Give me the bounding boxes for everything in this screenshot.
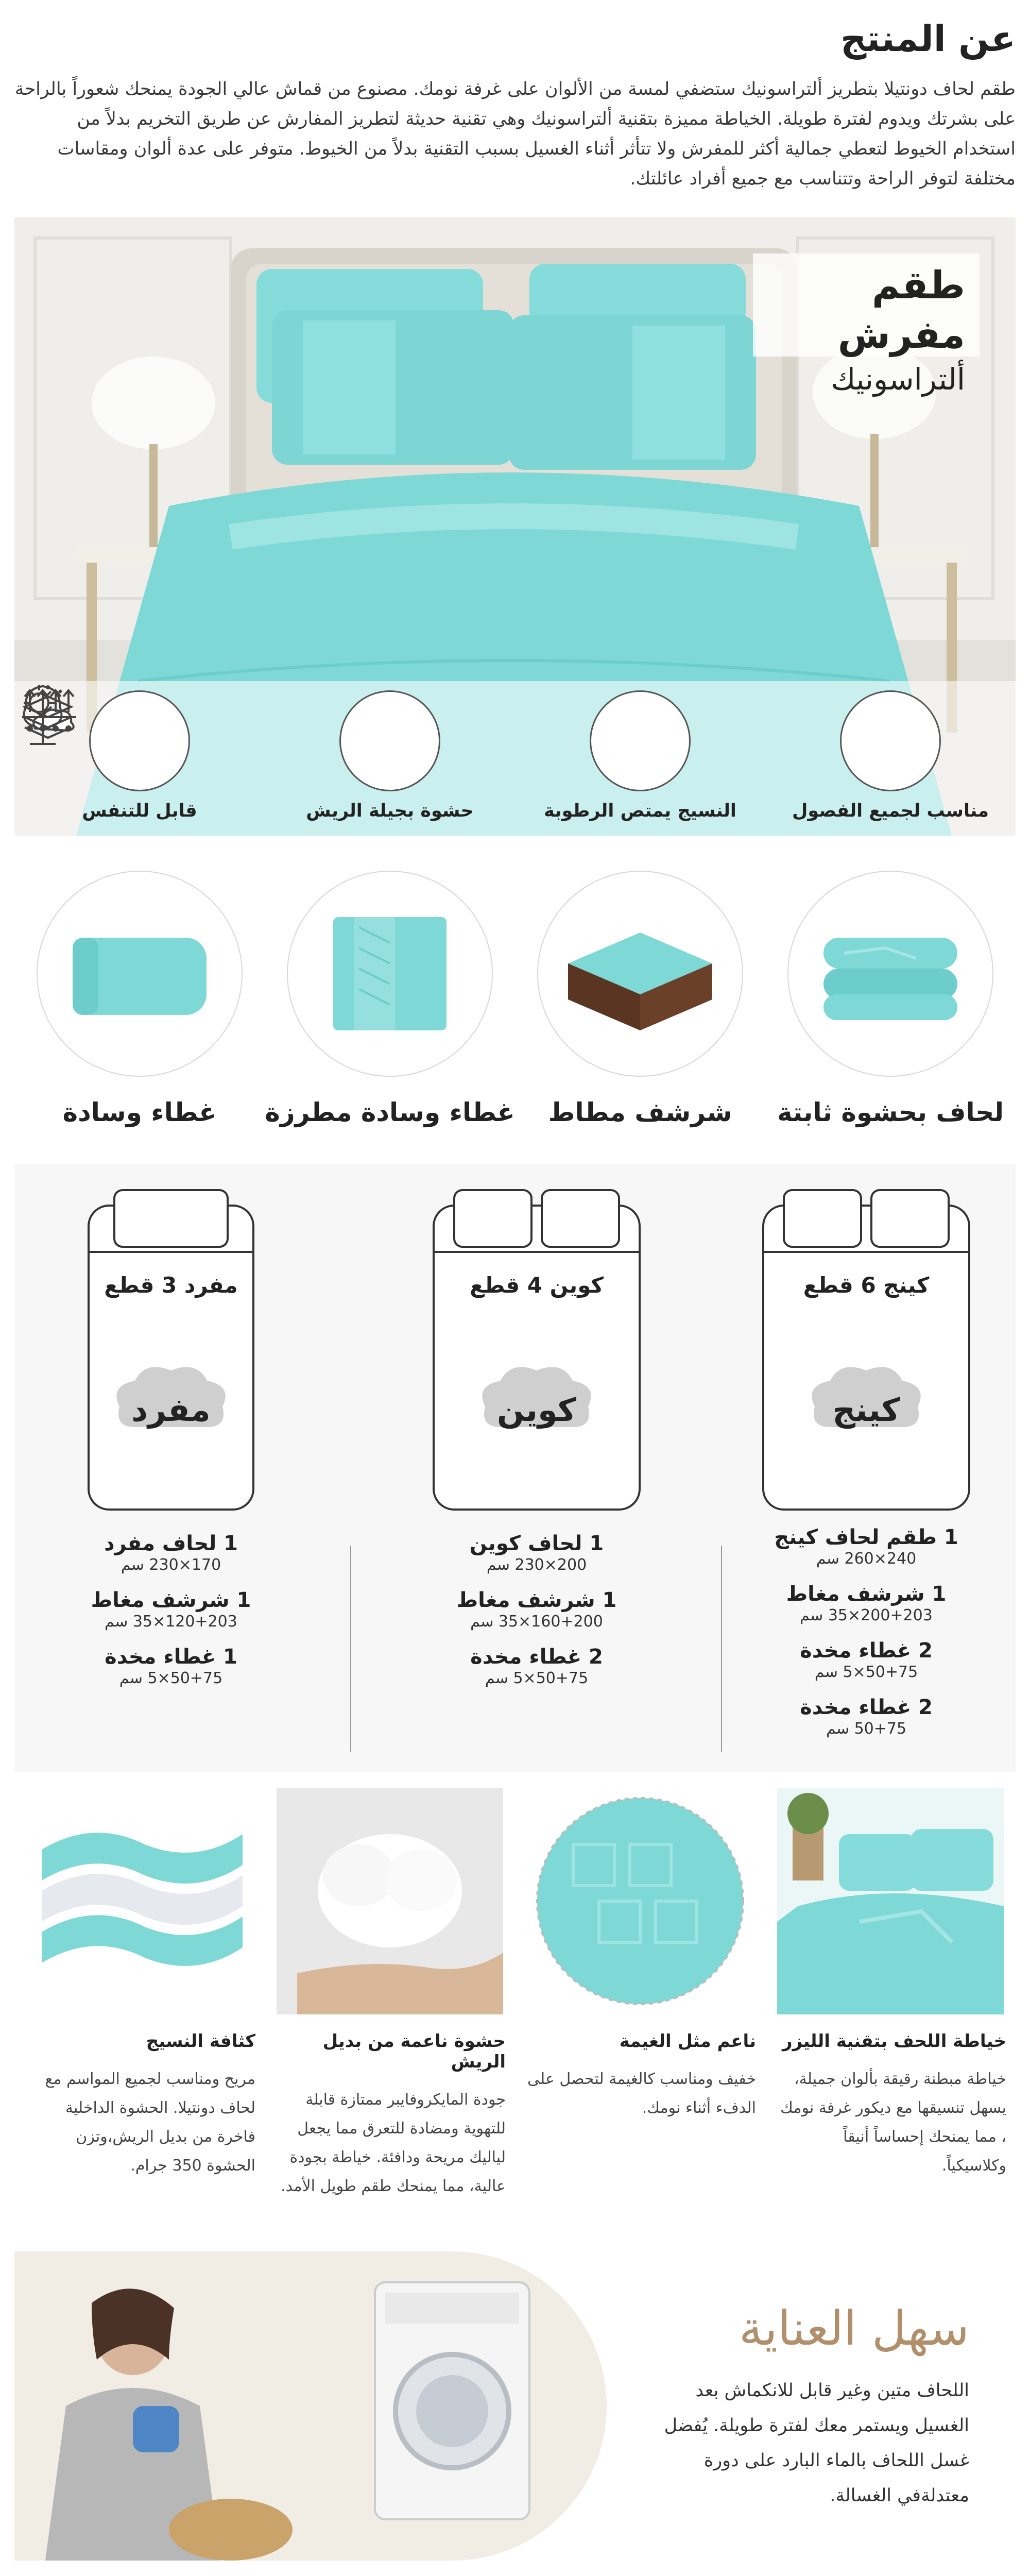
- spec-item: [758, 1525, 974, 1568]
- hero-title-line2: ألتراسونيك: [831, 362, 965, 397]
- spec-item-name: 2 غطاء مخدة: [470, 1645, 603, 1669]
- feature-feather-filling: [265, 681, 515, 836]
- about-paragraph: طقم لحاف دونتيلا بتطريز ألتراسونيك ستضفي لمسة من الألوان على غرفة نومك. مصنوع من قماش عالي الجودة يمنحك شعوراً بالراحة على بشرتك ويدوم لفترة طويلة. الخياطة مميزة بتقنية ألتراسونيك وهي تقنية حديثة لتطريز المفارش عن طريق التخريم بدلاً من استخدام الخيوط لتعطي جمالية أكثر للمفرش ولا تتأثر أثناء الغسيل بسبب التقنية بدلاً من الخيوط. متوفر على عدة ألوان ومقاسات مختلفة لتوفر الراحة وتتناسب مع جميع أفراد عائلتك.: [14, 79, 1016, 189]
- component-name: غطاء وسادة: [62, 1097, 217, 1127]
- spec-item-dim: 50+75×5 سم: [485, 1669, 589, 1687]
- spec-item-dim: 50+75×5 سم: [814, 1663, 918, 1681]
- component-fitted-sheet: [515, 871, 765, 1139]
- spec-item-dim: 160+200×35 سم: [470, 1613, 603, 1631]
- detail-soft-cloud: [515, 1788, 765, 2236]
- detail-text: مريح ومناسب لجميع المواسم مع لحاف دونتيلا. الحشوة الداخلية فاخرة من بديل الريش،وتزن الحشوة 350 جرام.: [45, 2070, 255, 2175]
- folded-comforter-image: [787, 871, 993, 1077]
- detail-title: ناعم مثل الغيمة: [619, 2031, 756, 2052]
- spec-item-dim: 200+203×35 سم: [800, 1606, 933, 1624]
- size-title: كينج 6 قطع: [803, 1273, 930, 1298]
- spec-item: [758, 1582, 974, 1625]
- component-name: غطاء وسادة مطرزة: [265, 1097, 515, 1127]
- breathable-layers-icon: [89, 690, 190, 791]
- column-divider: [721, 1546, 722, 1752]
- spec-item-dim: 50+75 سم: [826, 1720, 907, 1738]
- spec-item: [758, 1695, 974, 1738]
- details-row: [14, 1788, 1016, 2236]
- spec-item: [758, 1638, 974, 1682]
- spec-item: [63, 1531, 279, 1574]
- components-row: [14, 871, 1016, 1139]
- spec-item-name: 1 لحاف كوين: [469, 1532, 604, 1555]
- bed-diagram: [428, 1185, 645, 1515]
- tree-icon: [339, 690, 440, 791]
- spec-item-name: 1 غطاء مخدة: [105, 1645, 237, 1669]
- detail-text: جودة المايكروفايبر ممتازة قابلة للتهوية ومضادة للتعرق مما يجعل لياليك مريحة ودافئة. خياطة بجودة عالية، مما يمنحك طقم طويل الأمد.: [281, 2091, 506, 2195]
- care-text-block: [650, 2298, 969, 2513]
- feature-moisture: [515, 681, 765, 836]
- spec-item-dim: 120+203×35 سم: [105, 1613, 237, 1631]
- component-embroidered-pillowcase: [265, 871, 515, 1139]
- detail-text: خفيف ومناسب كالغيمة لتحصل على الدفء أثناء نومك.: [527, 2070, 756, 2117]
- detail-soft-filling: [265, 1788, 515, 2236]
- size-cloud-label: مفرد: [131, 1391, 211, 1429]
- spec-item-dim: 50+75×5 سم: [119, 1669, 223, 1687]
- spec-item-name: 2 غطاء مخدة: [800, 1639, 933, 1663]
- size-cloud-label: كينج: [832, 1391, 900, 1429]
- feature-label: النسيج يمتص الرطوبة: [544, 801, 736, 821]
- laser-stitching-image: [775, 1788, 1006, 2014]
- feature-label: مناسب لجميع الفصول: [792, 801, 989, 821]
- spec-item-dim: 200×230 سم: [486, 1556, 587, 1574]
- bed-diagram: [758, 1185, 974, 1509]
- feature-label: حشوة بجيلة الريش: [306, 801, 474, 821]
- size-cloud-label: كوين: [496, 1391, 576, 1429]
- size-queen: [413, 1185, 660, 1752]
- pillowcase-image: [37, 871, 243, 1077]
- spec-item: [428, 1588, 645, 1631]
- size-king: [743, 1185, 990, 1752]
- size-spec-list: [428, 1531, 645, 1701]
- care-section: [14, 2251, 1016, 2561]
- feature-band: [14, 681, 1016, 836]
- fabric-layers-image: [24, 1788, 255, 2014]
- bed-diagram: [63, 1185, 279, 1515]
- spec-item-name: 2 غطاء مخدة: [800, 1696, 933, 1719]
- component-pillowcase: [14, 871, 265, 1139]
- component-name: لحاف بحشوة ثابتة: [777, 1097, 1004, 1127]
- feature-all-seasons: [765, 681, 1016, 836]
- column-divider: [350, 1546, 351, 1752]
- spec-item-name: 1 لحاف مفرد: [104, 1532, 238, 1555]
- size-single: [47, 1185, 295, 1752]
- moisture-wicking-icon: [590, 690, 691, 791]
- spec-item-name: 1 شرشف مغاط: [456, 1588, 617, 1612]
- spec-item: [63, 1645, 279, 1688]
- care-heading: سهل العناية: [739, 2301, 969, 2356]
- detail-laser-stitching: [765, 1788, 1016, 2236]
- detail-title: حشوة ناعمة من بديل الريش: [322, 2031, 506, 2072]
- feature-breathable: [14, 681, 265, 836]
- spec-item-dim: 170×230 سم: [121, 1556, 221, 1574]
- component-name: شرشف مطاط: [548, 1097, 732, 1127]
- spec-item-dim: 240×260 سم: [816, 1550, 917, 1568]
- sizes-section: [14, 1164, 1016, 1772]
- about-section: [14, 15, 1016, 206]
- about-heading: عن المنتج: [840, 18, 1016, 60]
- size-spec-list: [63, 1531, 279, 1701]
- care-paragraph: اللحاف متين وغير قابل للانكماش بعد الغسيل ويستمر معك لفترة طويلة. يُفضل غسل اللحاف بالماء البارد على دورة معتدلةفي الغسالة.: [664, 2380, 969, 2506]
- laundry-scene-image: [14, 2251, 607, 2561]
- fitted-sheet-image: [537, 871, 743, 1077]
- fabric-closeup-image: [524, 1788, 756, 2014]
- spec-item: [428, 1645, 645, 1688]
- feature-label: قابل للتنفس: [82, 801, 197, 821]
- detail-text: خياطة مبطنة رقيقة بألوان جميلة، يسهل تنسيقها مع ديكور غرفة نومك ، مما يمنحك إحساساً أنيقاً وكلاسيكياً.: [780, 2070, 1006, 2175]
- embroidered-pillowcase-image: [287, 871, 493, 1077]
- detail-title: كثافة النسيج: [146, 2031, 255, 2052]
- spec-item-name: 1 طقم لحاف كينج: [774, 1526, 958, 1549]
- hero-title-line1: طقم مفرش: [837, 263, 965, 357]
- detail-fabric-density: [14, 1788, 265, 2236]
- fiber-filling-image: [274, 1788, 506, 2014]
- detail-title: خياطة اللحف بتقنية الليزر: [782, 2031, 1006, 2052]
- weather-sun-cloud-icon: [840, 690, 941, 791]
- size-title: مفرد 3 قطع: [104, 1273, 238, 1298]
- hero-banner: [14, 217, 1016, 836]
- hero-title-box: [753, 253, 980, 397]
- spec-item-name: 1 شرشف مغاط: [786, 1582, 947, 1606]
- spec-item-name: 1 شرشف مغاط: [91, 1588, 251, 1612]
- spec-item: [428, 1531, 645, 1574]
- spec-item: [63, 1588, 279, 1631]
- size-title: كوين 4 قطع: [470, 1273, 604, 1298]
- size-spec-list: [758, 1525, 974, 1752]
- component-comforter: [765, 871, 1016, 1139]
